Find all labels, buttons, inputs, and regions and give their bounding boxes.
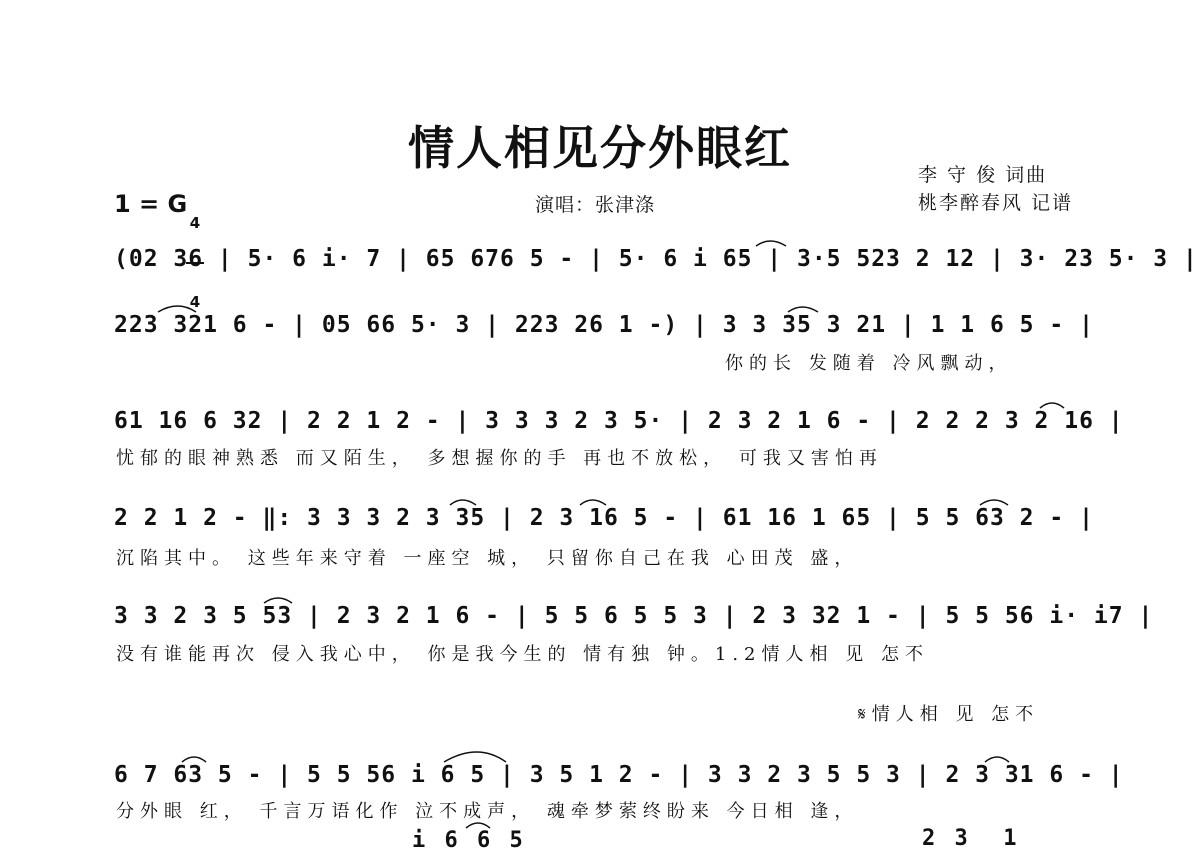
notation-line-1: (02 36 | 5· 6 i· 7 | 65 676 5 - | 5· 6 i 65 | 3·5 523 2 12 | 3· 23 5· 3 | [114, 246, 1198, 272]
alternate-notes-fragment-1: i 6 6 5 [412, 828, 526, 853]
slur [444, 752, 506, 762]
segno-lyrics-line: 𝄋情人相 见 怎不 [858, 704, 1040, 725]
slur [1040, 403, 1064, 408]
slur [264, 598, 292, 603]
slur [466, 823, 490, 828]
slur [182, 757, 206, 762]
notation-line-3: 61 16 6 32 | 2 2 1 2 - | 3 3 3 2 3 5· | 2 3 2 1 6 - | 2 2 2 3 2 16 | [114, 408, 1124, 434]
time-signature-top: 4 [189, 214, 201, 232]
singer-line: 演唱：张津涤 [535, 194, 656, 216]
lyrics-line-3: 忧郁的眼神熟悉 而又陌生， 多想握你的手 再也不放松， 可我又害怕再 [116, 448, 883, 469]
slur [980, 500, 1008, 505]
song-title: 情人相见分外眼红 [408, 121, 792, 175]
notation-line-6: 6 7 63 5 - | 5 5 56 i 6 5 | 3 5 1 2 - | 3 3 2 3 5 5 3 | 2 3 31 6 - | [114, 762, 1124, 788]
slur [158, 306, 196, 312]
slur [756, 241, 786, 246]
lyrics-line-5: 没有谁能再次 侵入我心中， 你是我今生的 情有独 钟。1.2情人相 见 怎不 [116, 644, 929, 665]
slur [580, 500, 606, 505]
lyrics-line-4: 沉陷其中。 这些年来守着 一座空 城， 只留你自己在我 心田茂 盛， [116, 548, 859, 569]
lyrics-line-6: 分外眼 红， 千言万语化作 泣不成声， 魂牵梦萦终盼来 今日相 逢， [116, 801, 859, 822]
transcriber-credit: 桃李醉春风 记谱 [918, 192, 1074, 214]
slur [450, 500, 476, 505]
alternate-notes-fragment-2: 2 3 1 [922, 826, 1020, 851]
slur [788, 307, 818, 312]
notation-line-2: 223 321 6 - | 05 66 5· 3 | 223 26 1 -) | 3 3 35 3 21 | 1 1 6 5 - | [114, 312, 1094, 338]
slur [985, 757, 1009, 762]
notation-line-5: 3 3 2 3 5 53 | 2 3 2 1 6 - | 5 5 6 5 5 3 | 2 3 32 1 - | 5 5 56 i· i7 | [114, 603, 1154, 629]
time-signature-bottom: 4 [189, 293, 201, 311]
lyricist-composer-credit: 李 守 俊 词曲 [918, 164, 1048, 186]
key-signature: 1 = G [114, 190, 188, 218]
notation-line-4: 2 2 1 2 - ‖: 3 3 3 2 3 35 | 2 3 16 5 - | 61 16 1 65 | 5 5 63 2 - | [114, 505, 1094, 531]
lyrics-line-2: 你的长 发随着 冷风飘动， [725, 353, 1013, 374]
